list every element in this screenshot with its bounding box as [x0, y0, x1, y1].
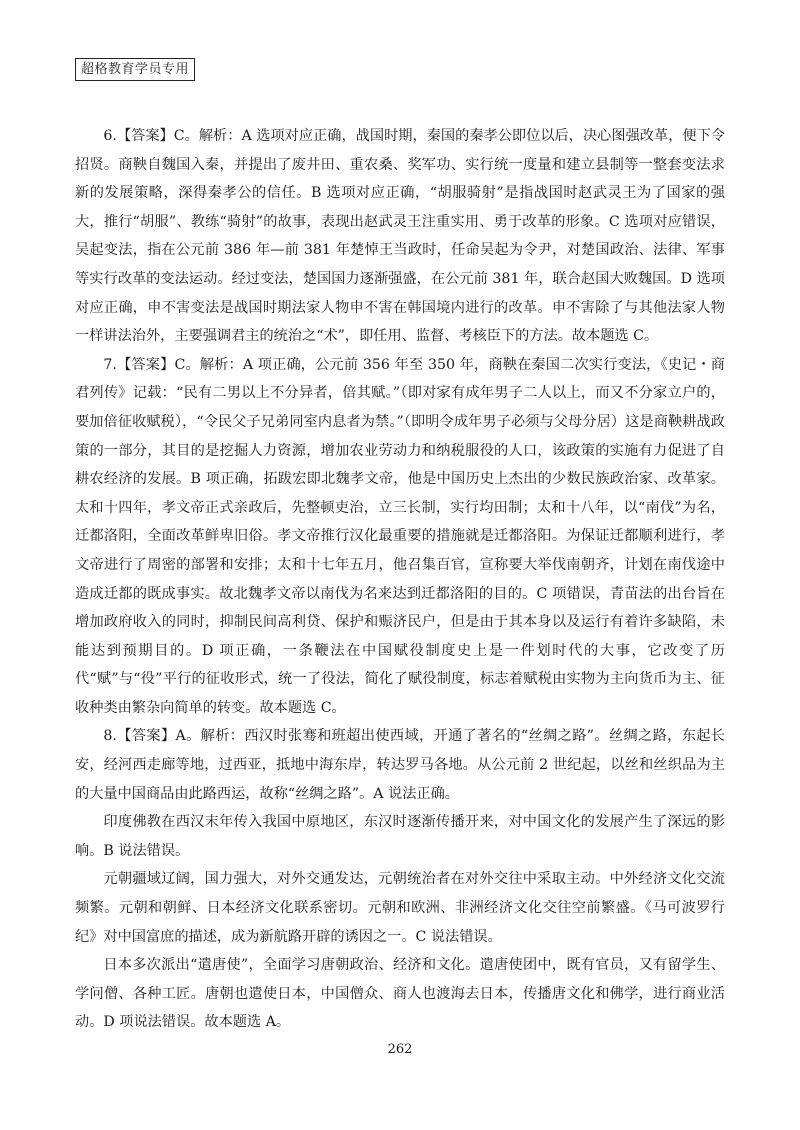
option-d-paragraph: 日本多次派出“遣唐使”，全面学习唐朝政治、经济和文化。遣唐使团中，既有官员，又有留学生、学问僧、各种工匠。唐朝也遣使日本，中国僧众、商人也渡海去日本，传播唐文化和佛学，进行商业活动。D 项说法错误。故本题选 A。: [75, 957, 725, 1031]
header-label: 超格教育学员专用: [75, 58, 195, 81]
answer-paragraph-7: 7.【答案】C。解析：A 项正确，公元前 356 年至 350 年，商鞅在秦国二次实行变法，《史记・商君列传》记载：“民有二男以上不分异者，倍其赋。”（即对家有成年男子二人以上，而又不分家立户的，要加倍征收赋税），“令民父子兄弟同室内息者为禁。”（即明令成年男子必须与父母分居）这是商鞅耕战政策的一部分，其目的是挖掘人力资源，增加农业劳动力和纳税服役的人口，该政策的实施有力促进了自耕农经济的发展。B 项正确，拓跋宏即北魏孝文帝，他是中国历史上杰出的少数民族政治家、改革家。太和十四年，孝文帝正式亲政后，先整顿吏治，立三长制，实行均田制；太和十八年，以“南伐”为名，迁都洛阳，全面改革鲜卑旧俗。孝文帝推行汉化最重要的措施就是迁都洛阳。为保证迁都顺利进行，孝文帝进行了周密的部署和安排；太和十七年五月，他召集百官，宣称要大举伐南朝齐，计划在南伐途中造成迁都的既成事实。故北魏孝文帝以南伐为名来达到迁都洛阳的目的。C 项错误，青苗法的出台旨在增加政府收入的同时，抑制民间高利贷、保护和赈济民户，但是由于其本身以及运行有着许多缺陷，未能达到预期目的。D 项正确，一条鞭法在中国赋役制度史上是一件划时代的大事，它改变了历代“赋”与“役”平行的征收形式，统一了役法，简化了赋役制度，标志着赋税由实物为主向货币为主、征收种类由繁杂向简单的转变。故本题选 C。: [75, 356, 725, 716]
page-number: 262: [387, 1042, 413, 1057]
document-body: [75, 122, 725, 1037]
option-b-paragraph: 印度佛教在西汉末年传入我国中原地区，东汉时逐渐传播开来，对中国文化的发展产生了深远的影响。B 说法错误。: [75, 814, 725, 859]
option-c-paragraph: 元朝疆域辽阔，国力强大，对外交通发达，元朝统治者在对外交往中采取主动。中外经济文化交流频繁。元朝和朝鲜、日本经济文化联系密切。元朝和欧洲、非洲经济文化交往空前繁盛。《马可波罗行纪》对中国富庶的描述，成为新航路开辟的诱因之一。C 说法错误。: [75, 871, 725, 945]
answer-paragraph-8: 8.【答案】A。解析：西汉时张骞和班超出使西域，开通了著名的“丝绸之路”。丝绸之路，东起长安，经河西走廊等地，过西亚，抵地中海东岸，转达罗马各地。从公元前 2 世纪起，以丝和丝织品为主的大量中国商品由此路西运，故称“丝绸之路”。A 说法正确。: [75, 728, 725, 802]
answer-paragraph-6: 6.【答案】C。解析：A 选项对应正确，战国时期，秦国的秦孝公即位以后，决心图强改革，便下令招贤。商鞅自魏国入秦，并提出了废井田、重农桑、奖军功、实行统一度量和建立县制等一整套变法求新的发展策略，深得秦孝公的信任。B 选项对应正确，“胡服骑射”是指战国时赵武灵王为了国家的强大，推行“胡服”、教练“骑射”的故事，表现出赵武灵王注重实用、勇于改革的形象。C 选项对应错误，吴起变法，指在公元前 386 年—前 381 年楚悼王当政时，任命吴起为令尹，对楚国政治、法律、军事等实行改革的变法运动。经过变法，楚国国力逐渐强盛，在公元前 381 年，联合赵国大败魏国。D 选项对应正确，申不害变法是战国时期法家人物申不害在韩国境内进行的改革。申不害除了与其他法家人物一样讲法治外，主要强调君主的统治之“术”，即任用、监督、考核臣下的方法。故本题选 C。: [75, 128, 725, 345]
